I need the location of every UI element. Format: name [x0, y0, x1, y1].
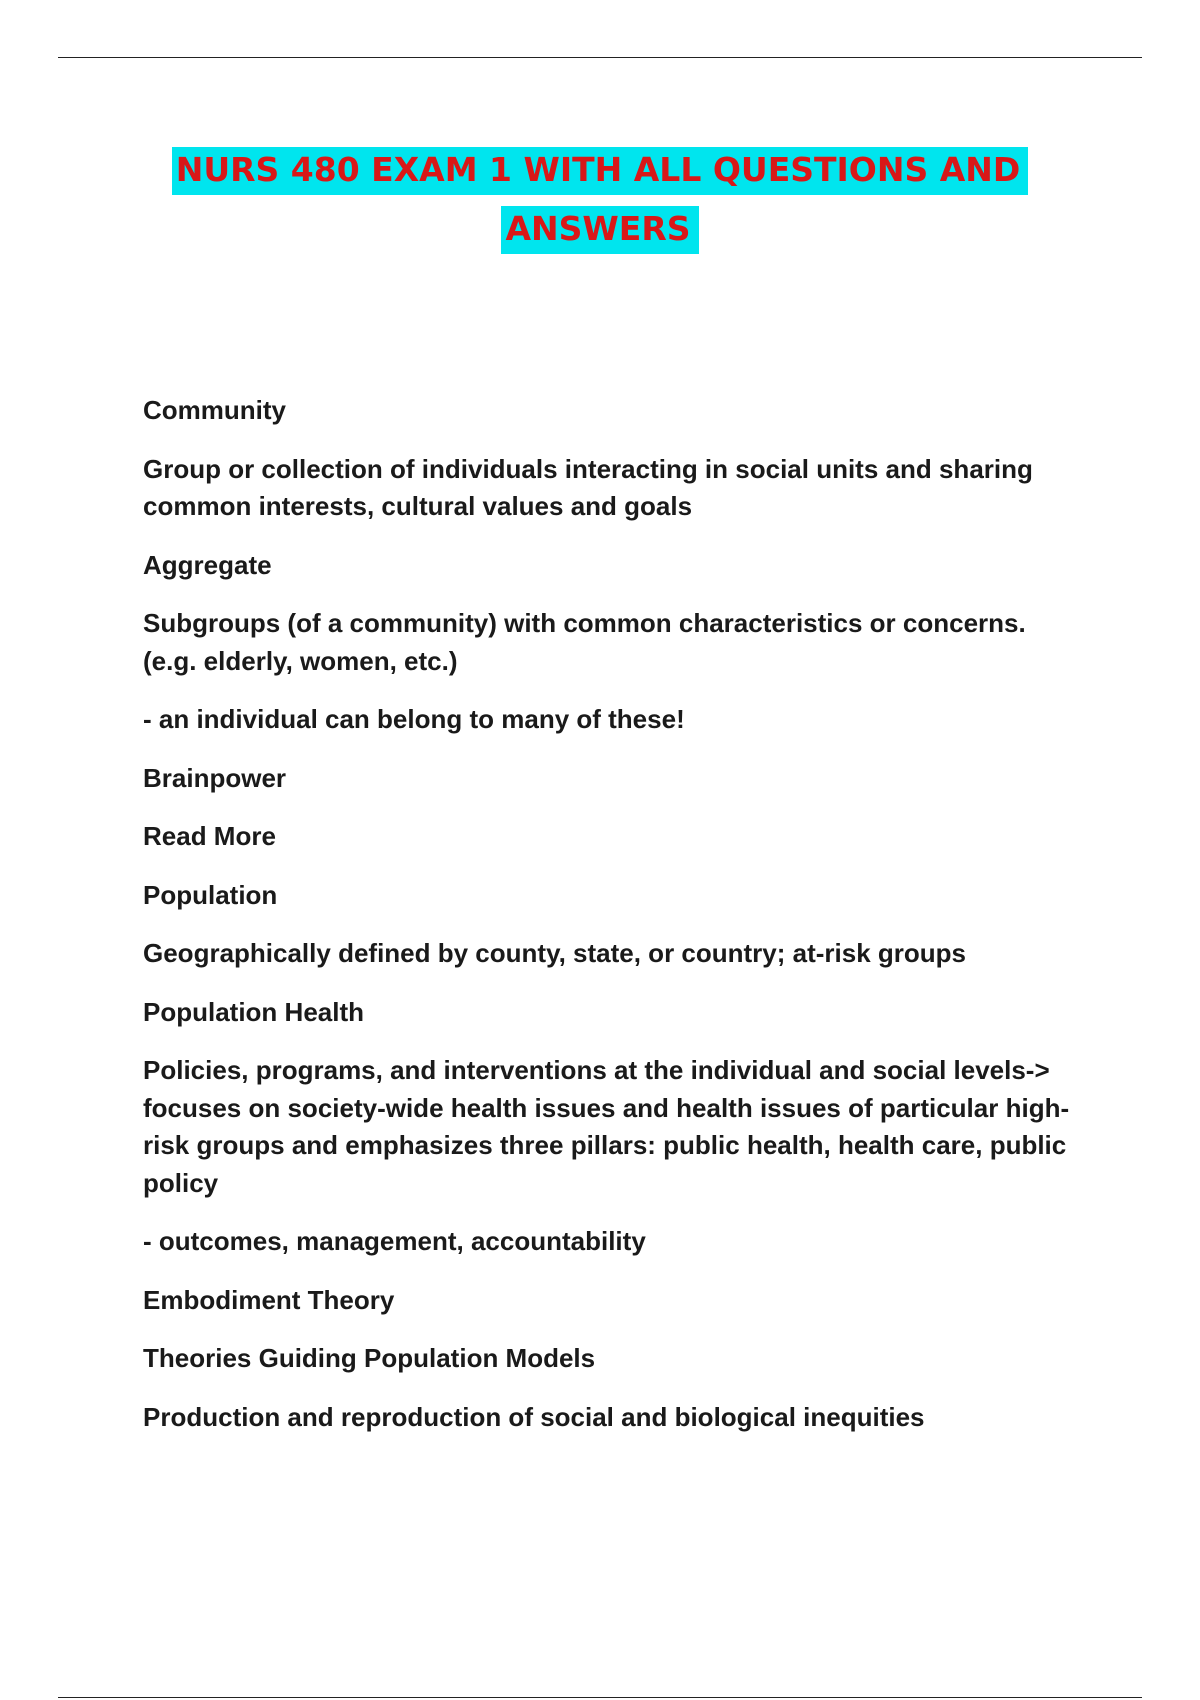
top-divider [58, 57, 1142, 58]
definition-population-health: Policies, programs, and interventions at the individual and social levels-> focuses on society-wide health issues and health issues of particular high-risk groups and emphasizes three pillars: public health, health care, public policy [143, 1055, 1070, 1198]
term-population: Population [143, 879, 278, 910]
definition-population: Geographically defined by county, state, or country; at-risk groups [143, 938, 966, 968]
bottom-divider [58, 1697, 1142, 1698]
term-aggregate: Aggregate [143, 549, 272, 580]
term-embodiment-theory: Embodiment Theory [143, 1284, 395, 1315]
definition-community: Group or collection of individuals interacting in social units and sharing common interests, cultural values and goals [143, 453, 1033, 521]
definition-embodiment-theory: Theories Guiding Population Models [143, 1343, 596, 1373]
title-line-2: ANSWERS [501, 206, 698, 254]
note-embodiment-theory: Production and reproduction of social and biological inequities [143, 1401, 925, 1432]
brainpower-label: Brainpower [143, 762, 287, 793]
document-title [60, 140, 1140, 258]
note-population-health: - outcomes, management, accountability [143, 1226, 646, 1256]
document-body [143, 392, 1083, 1457]
title-line-1: NURS 480 EXAM 1 WITH ALL QUESTIONS AND [172, 147, 1029, 195]
note-aggregate: - an individual can belong to many of these! [143, 704, 685, 734]
term-community: Community [143, 395, 286, 425]
term-population-health: Population Health [143, 996, 364, 1027]
read-more-link: Read More [143, 821, 276, 851]
definition-aggregate: Subgroups (of a community) with common characteristics or concerns. (e.g. elderly, women, etc.) [143, 608, 1026, 676]
